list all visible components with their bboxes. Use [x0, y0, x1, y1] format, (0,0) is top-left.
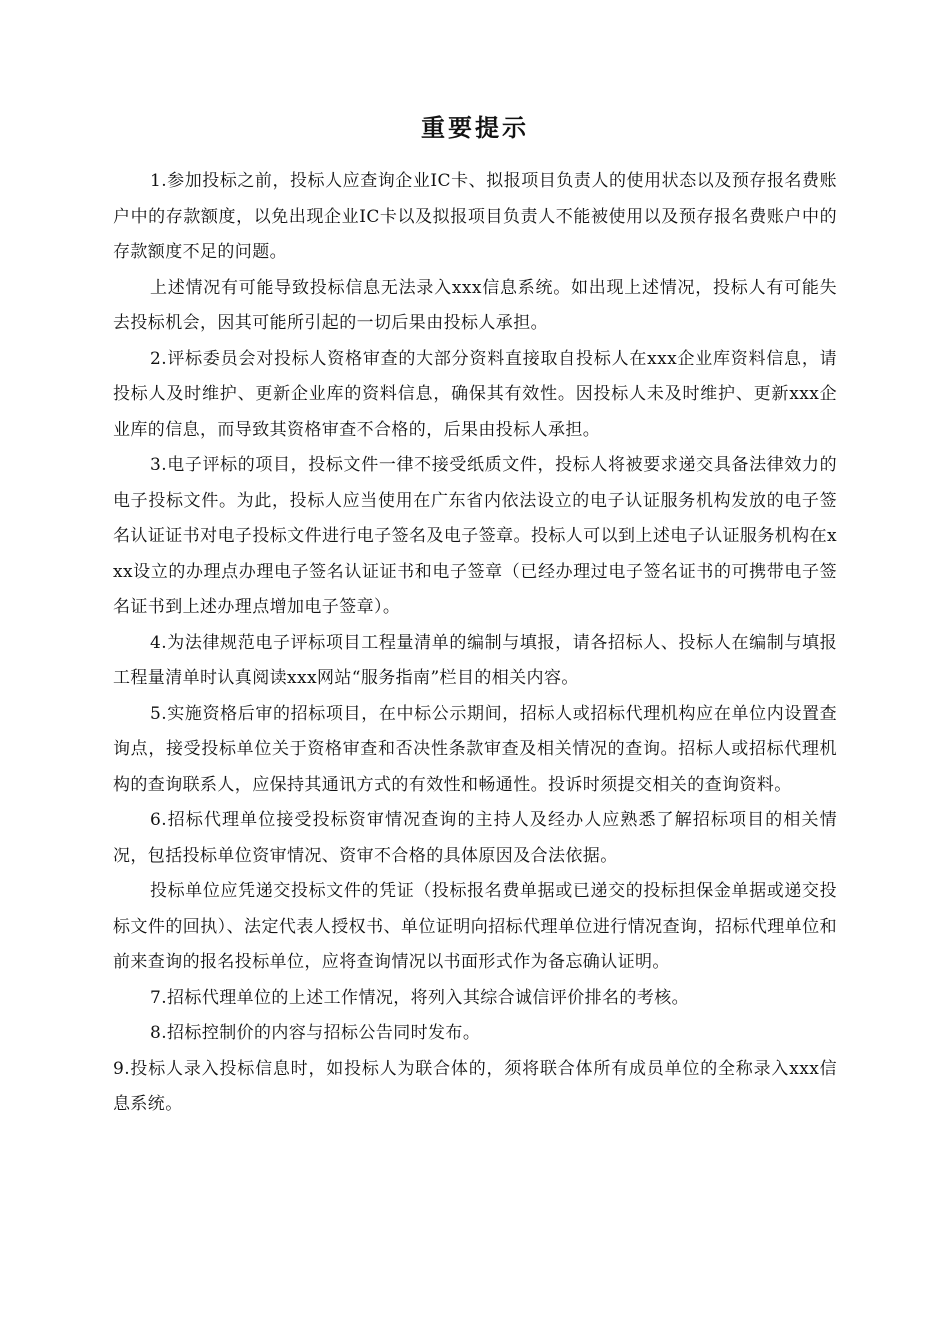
paragraph-item-1: 1.参加投标之前，投标人应查询企业IC卡、拟报项目负责人的使用状态以及预存报名费账户中的存款额度，以免出现企业IC卡以及拟报项目负责人不能被使用以及预存报名费账户中的存款额度不足的问题。	[113, 171, 837, 262]
paragraph-item-8: 8.招标控制价的内容与招标公告同时发布。	[150, 1023, 481, 1043]
paragraph-item-2: 2.评标委员会对投标人资格审查的大部分资料直接取自投标人在xxx企业库资料信息，请投标人及时维护、更新企业库的资料信息，确保其有效性。因投标人未及时维护、更新xxx企业库的信息，而导致其资格审查不合格的，后果由投标人承担。	[113, 348, 837, 440]
paragraph-item-7: 7.招标代理单位的上述工作情况，将列入其综合诚信评价排名的考核。	[150, 987, 690, 1008]
paragraph-item-9: 9.投标人录入投标信息时，如投标人为联合体的，须将联合体所有成员单位的全称录入xxx信息系统。	[113, 1058, 837, 1114]
paragraph-item-6: 6.招标代理单位接受投标资审情况查询的主持人及经办人应熟悉了解招标项目的相关情况，包括投标单位资审情况、资审不合格的具体原因及合法依据。	[113, 810, 837, 866]
paragraph-note-6: 投标单位应凭递交投标文件的凭证（投标报名费单据或已递交的投标担保金单据或递交投标文件的回执）、法定代表人授权书、单位证明向招标代理单位进行情况查询，招标代理单位和前来查询的报名投标单位，应将查询情况以书面形式作为备忘确认证明。	[113, 881, 837, 972]
paragraph-item-4: 4.为法律规范电子评标项目工程量清单的编制与填报，请各招标人、投标人在编制与填报工程量清单时认真阅读xxx网站“服务指南”栏目的相关内容。	[113, 632, 837, 688]
page-title: 重要提示	[421, 114, 529, 142]
paragraph-note-1: 上述情况有可能导致投标信息无法录入xxx信息系统。如出现上述情况，投标人有可能失去投标机会，因其可能所引起的一切后果由投标人承担。	[113, 277, 837, 333]
paragraph-item-5: 5.实施资格后审的招标项目，在中标公示期间，招标人或招标代理机构应在单位内设置查询点，接受投标单位关于资格审查和否决性条款审查及相关情况的查询。招标人或招标代理机构的查询联系人，应保持其通讯方式的有效性和畅通性。投诉时须提交相关的查询资料。	[113, 703, 837, 795]
paragraph-item-3: 3.电子评标的项目，投标文件一律不接受纸质文件，投标人将被要求递交具备法律效力的电子投标文件。为此，投标人应当使用在广东省内依法设立的电子认证服务机构发放的电子签名认证证书对电子投标文件进行电子签名及电子签章。投标人可以到上述电子认证服务机构在xxx设立的办理点办理电子签名认证证书和电子签章（已经办理过电子签名证书的可携带电子签名证书到上述办理点增加电子签章）。	[113, 455, 837, 617]
notice-body	[113, 164, 837, 1123]
